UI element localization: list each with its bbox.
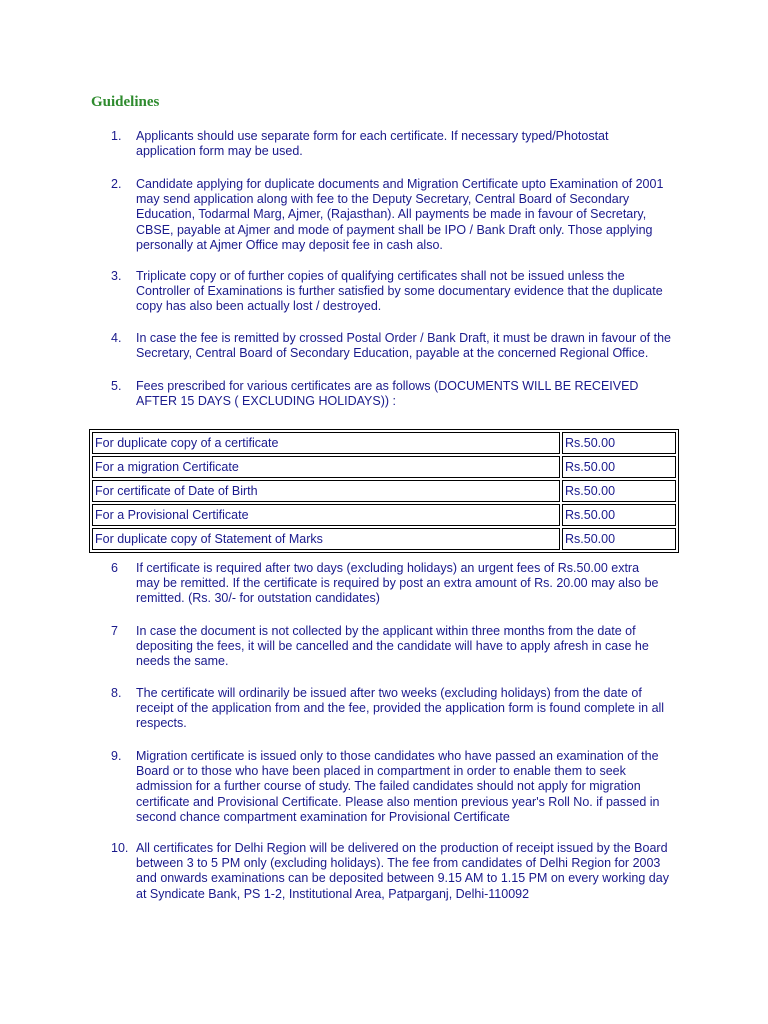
table-row bbox=[92, 456, 676, 478]
guideline-item-8 bbox=[111, 686, 671, 732]
guideline-item-7 bbox=[111, 624, 671, 670]
item-number: 1. bbox=[111, 129, 122, 143]
fees-table bbox=[89, 429, 679, 553]
item-text: Fees prescribed for various certificates are as follows (DOCUMENTS WILL BE RECEIVED AFTER 15 DAYS ( EXCLUDING HOLIDAYS)) : bbox=[136, 379, 639, 409]
page-heading: Guidelines bbox=[91, 94, 160, 110]
guideline-item-10 bbox=[111, 841, 671, 902]
table-row bbox=[92, 528, 676, 550]
item-number: 8. bbox=[111, 686, 122, 700]
item-number: 4. bbox=[111, 331, 122, 345]
guideline-item-5 bbox=[111, 379, 671, 409]
fee-item-cell: For a migration Certificate bbox=[92, 456, 560, 478]
fee-item-cell: For certificate of Date of Birth bbox=[92, 480, 560, 502]
fee-item-cell: For duplicate copy of a certificate bbox=[92, 432, 560, 454]
guideline-item-4 bbox=[111, 331, 671, 361]
fee-amount-cell: Rs.50.00 bbox=[562, 456, 676, 478]
guideline-item-1 bbox=[111, 129, 671, 159]
fee-amount-cell: Rs.50.00 bbox=[562, 504, 676, 526]
item-number: 7 bbox=[111, 624, 118, 638]
fee-item-cell: For a Provisional Certificate bbox=[92, 504, 560, 526]
item-number: 9. bbox=[111, 749, 122, 763]
fee-amount-cell: Rs.50.00 bbox=[562, 480, 676, 502]
item-text: If certificate is required after two days (excluding holidays) an urgent fees of Rs.50.00 extra may be remitted. If the certificate is required by post an extra amount of Rs. 20.00 may also be remitted. (Rs. 30/- for outstation candidates) bbox=[136, 561, 659, 606]
item-text: In case the fee is remitted by crossed Postal Order / Bank Draft, it must be drawn in favour of the Secretary, Central Board of Secondary Education, payable at the concerned Regional Office. bbox=[136, 331, 671, 361]
fee-amount-cell: Rs.50.00 bbox=[562, 528, 676, 550]
item-number: 3. bbox=[111, 269, 122, 283]
item-text: Triplicate copy or of further copies of qualifying certificates shall not be issued unless the Controller of Examinations is further satisfied by some documentary evidence that the duplicate copy has also been actually lost / destroyed. bbox=[136, 269, 663, 314]
table-row bbox=[92, 480, 676, 502]
guideline-item-3 bbox=[111, 269, 671, 315]
item-number: 10. bbox=[111, 841, 129, 855]
guideline-item-2 bbox=[111, 177, 671, 253]
item-number: 6 bbox=[111, 561, 118, 575]
item-text: In case the document is not collected by the applicant within three months from the date of depositing the fees, it will be cancelled and the candidate will have to apply afresh in case he needs the same. bbox=[136, 624, 649, 669]
item-text: The certificate will ordinarily be issued after two weeks (excluding holidays) from the date of receipt of the application from and the fee, provided the application form is found complete in all respects. bbox=[136, 686, 665, 731]
item-text: Candidate applying for duplicate documents and Migration Certificate upto Examination of 2001 may send application along with fee to the Deputy Secretary, Central Board of Secondary Education, Todarmal Marg, Ajmer, (Rajasthan). All payments be made in favour of Secretary, CBSE, payable at Ajmer and mode of payment shall be IPO / Bank Draft only. Those applying personally at Ajmer Office may deposit fee in cash also. bbox=[136, 177, 664, 252]
fee-amount-cell: Rs.50.00 bbox=[562, 432, 676, 454]
item-text: Migration certificate is issued only to those candidates who have passed an examination of the Board or to those who have been placed in compartment in order to enable them to seek admission for a further course of study. The failed candidates should not apply for migration certificate and Provisional Certificate. Please also mention previous year's Roll No. if passed in second chance compartment examination for Provisional Certificate bbox=[136, 749, 660, 824]
item-text: All certificates for Delhi Region will be delivered on the production of receipt issued by the Board between 3 to 5 PM only (excluding holidays). The fee from candidates of Delhi Region for 2003 and onwards examinations can be deposited between 9.15 AM to 1.15 PM on every working day at Syndicate Bank, PS 1-2, Institutional Area, Patparganj, Delhi-110092 bbox=[136, 841, 669, 901]
fee-item-cell: For duplicate copy of Statement of Marks bbox=[92, 528, 560, 550]
item-number: 2. bbox=[111, 177, 122, 191]
table-row bbox=[92, 504, 676, 526]
guideline-item-6 bbox=[111, 561, 671, 607]
table-row bbox=[92, 432, 676, 454]
guideline-item-9 bbox=[111, 749, 671, 825]
item-number: 5. bbox=[111, 379, 122, 393]
item-text: Applicants should use separate form for each certificate. If necessary typed/Photostat application form may be used. bbox=[136, 129, 609, 159]
